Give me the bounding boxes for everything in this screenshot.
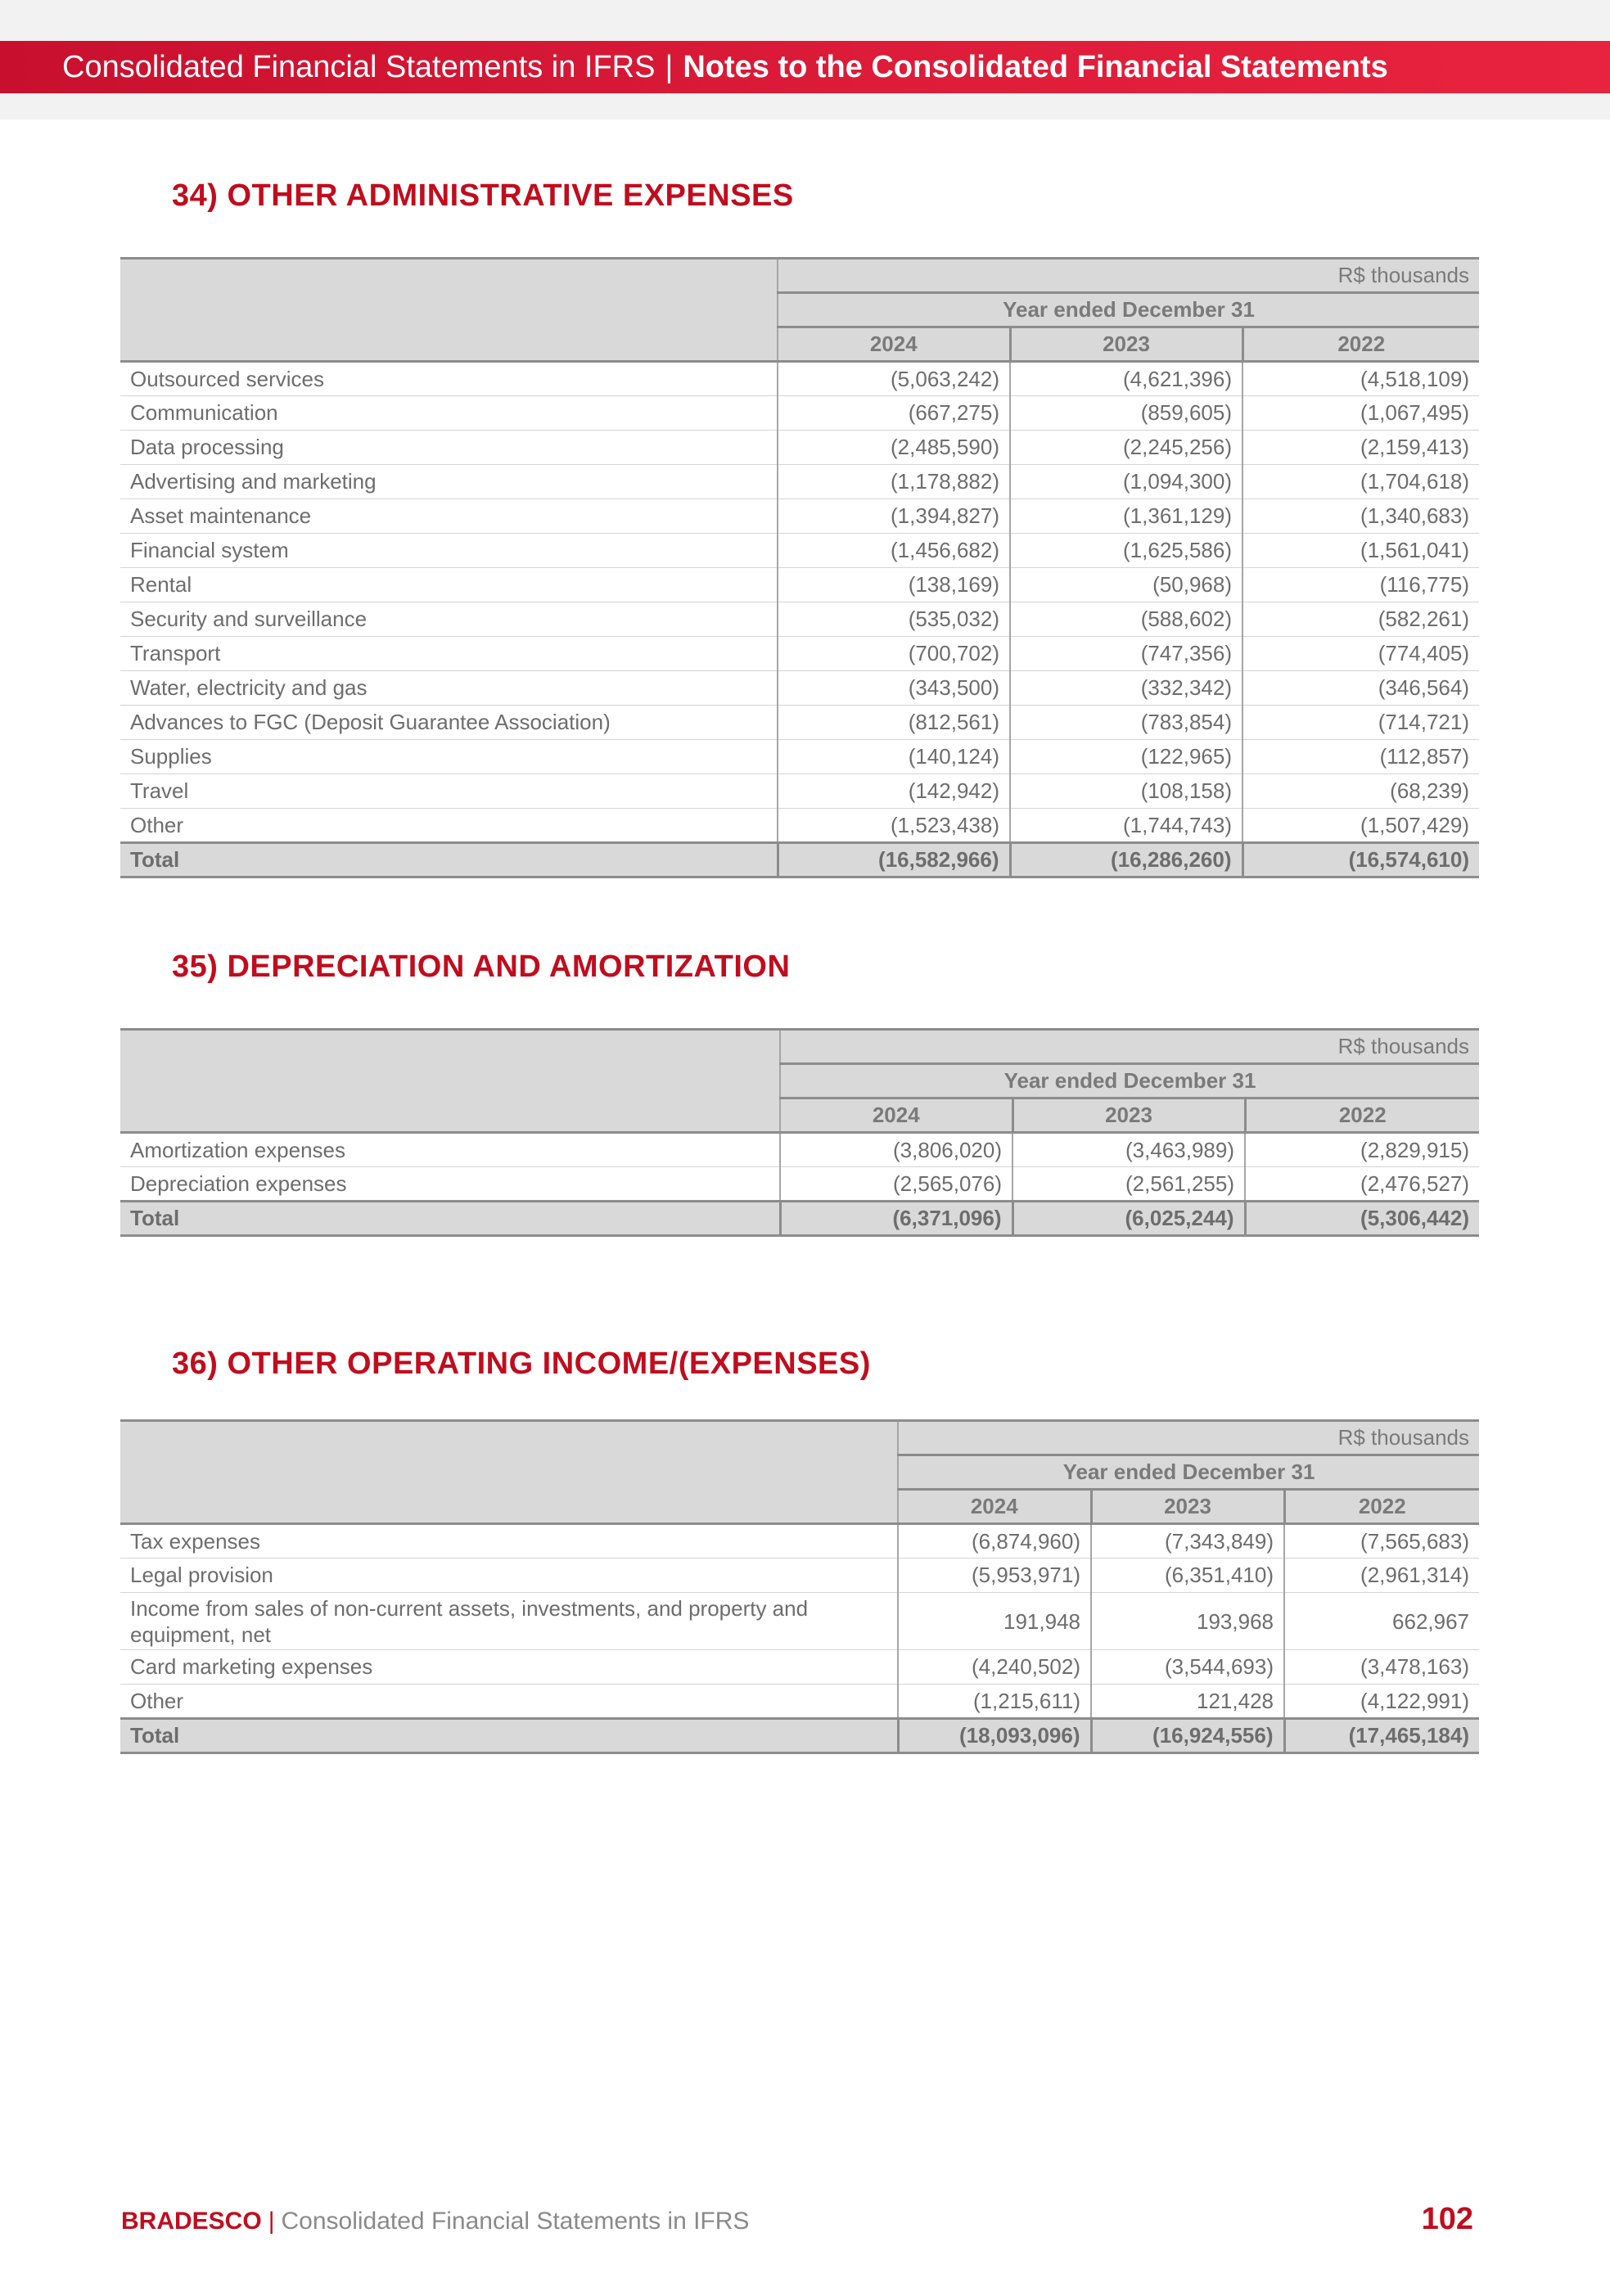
row-value: (1,394,827) bbox=[778, 499, 1010, 534]
row-value: (140,124) bbox=[778, 740, 1010, 774]
table-row bbox=[120, 1524, 1479, 1558]
table-row bbox=[120, 602, 1479, 637]
footer-brand: BRADESCO bbox=[121, 2208, 262, 2235]
total-label: Total bbox=[120, 1719, 898, 1753]
total-label: Total bbox=[120, 1202, 780, 1236]
row-value: (2,159,413) bbox=[1242, 431, 1479, 465]
row-value: (774,405) bbox=[1242, 637, 1479, 671]
other-operating-income-table bbox=[120, 1419, 1479, 1754]
row-value: (343,500) bbox=[778, 671, 1010, 706]
header-row bbox=[120, 259, 1479, 293]
row-value: 191,948 bbox=[898, 1593, 1091, 1650]
section-title-34: 34) OTHER ADMINISTRATIVE EXPENSES bbox=[172, 178, 794, 213]
row-label: Card marketing expenses bbox=[120, 1650, 898, 1685]
row-value: (535,032) bbox=[778, 602, 1010, 637]
row-label: Outsourced services bbox=[120, 362, 778, 396]
footer-text: Consolidated Financial Statements in IFRS bbox=[281, 2208, 750, 2235]
row-label: Asset maintenance bbox=[120, 499, 778, 534]
row-label: Other bbox=[120, 1685, 898, 1719]
row-value: 193,968 bbox=[1091, 1593, 1284, 1650]
row-label: Legal provision bbox=[120, 1558, 898, 1593]
row-value: (714,721) bbox=[1242, 706, 1479, 740]
year-header: 2023 bbox=[1012, 1098, 1245, 1133]
row-label: Advances to FGC (Deposit Guarantee Association) bbox=[120, 706, 778, 740]
period-label: Year ended December 31 bbox=[780, 1064, 1479, 1098]
total-value: (16,924,556) bbox=[1091, 1719, 1284, 1753]
row-value: (6,351,410) bbox=[1091, 1558, 1284, 1593]
total-row bbox=[120, 1202, 1479, 1236]
row-label: Tax expenses bbox=[120, 1524, 898, 1558]
row-label: Data processing bbox=[120, 431, 778, 465]
total-value: (18,093,096) bbox=[898, 1719, 1091, 1753]
row-value: (2,476,527) bbox=[1245, 1167, 1479, 1202]
row-value: (859,605) bbox=[1010, 396, 1242, 431]
row-value: (4,240,502) bbox=[898, 1650, 1091, 1685]
total-row bbox=[120, 843, 1479, 877]
row-value: (50,968) bbox=[1010, 568, 1242, 602]
header-title: Consolidated Financial Statements in IFRS bbox=[62, 49, 656, 84]
header-blank-cell bbox=[120, 1421, 898, 1524]
header-separator: | bbox=[665, 49, 674, 84]
row-value: (3,544,693) bbox=[1091, 1650, 1284, 1685]
row-value: (3,463,989) bbox=[1012, 1133, 1245, 1167]
row-value: (1,523,438) bbox=[778, 809, 1010, 843]
row-value: (2,485,590) bbox=[778, 431, 1010, 465]
year-header: 2023 bbox=[1091, 1490, 1284, 1524]
year-header: 2024 bbox=[780, 1098, 1012, 1133]
row-value: (2,245,256) bbox=[1010, 431, 1242, 465]
row-value: (783,854) bbox=[1010, 706, 1242, 740]
period-label: Year ended December 31 bbox=[898, 1455, 1479, 1490]
header-row bbox=[120, 1421, 1479, 1455]
row-value: (1,340,683) bbox=[1242, 499, 1479, 534]
year-header: 2022 bbox=[1245, 1098, 1479, 1133]
row-value: (667,275) bbox=[778, 396, 1010, 431]
row-label: Advertising and marketing bbox=[120, 465, 778, 499]
row-value: (1,094,300) bbox=[1010, 465, 1242, 499]
section-title-35: 35) DEPRECIATION AND AMORTIZATION bbox=[172, 950, 791, 984]
table-row bbox=[120, 1167, 1479, 1202]
year-header: 2024 bbox=[778, 327, 1010, 362]
row-value: (116,775) bbox=[1242, 568, 1479, 602]
row-value: (2,565,076) bbox=[780, 1167, 1012, 1202]
table-row bbox=[120, 534, 1479, 568]
row-label: Financial system bbox=[120, 534, 778, 568]
row-value: (7,565,683) bbox=[1284, 1524, 1479, 1558]
row-value: (1,561,041) bbox=[1242, 534, 1479, 568]
year-header: 2022 bbox=[1284, 1490, 1479, 1524]
total-value: (16,582,966) bbox=[778, 843, 1010, 877]
total-value: (6,025,244) bbox=[1012, 1202, 1245, 1236]
row-value: (4,122,991) bbox=[1284, 1685, 1479, 1719]
row-value: (1,704,618) bbox=[1242, 465, 1479, 499]
row-label: Travel bbox=[120, 774, 778, 809]
table-row bbox=[120, 637, 1479, 671]
row-value: (3,806,020) bbox=[780, 1133, 1012, 1167]
row-value: 662,967 bbox=[1284, 1593, 1479, 1650]
total-label: Total bbox=[120, 843, 778, 877]
row-label: Rental bbox=[120, 568, 778, 602]
row-value: (582,261) bbox=[1242, 602, 1479, 637]
row-label: Amortization expenses bbox=[120, 1133, 780, 1167]
year-header: 2022 bbox=[1242, 327, 1479, 362]
row-value: (122,965) bbox=[1010, 740, 1242, 774]
row-label: Depreciation expenses bbox=[120, 1167, 780, 1202]
row-value: (1,215,611) bbox=[898, 1685, 1091, 1719]
header-under-strip bbox=[0, 93, 1610, 120]
units-label: R$ thousands bbox=[780, 1030, 1479, 1064]
row-value: (588,602) bbox=[1010, 602, 1242, 637]
table-row bbox=[120, 706, 1479, 740]
table-row bbox=[120, 1133, 1479, 1167]
period-label: Year ended December 31 bbox=[778, 293, 1479, 327]
row-value: (2,829,915) bbox=[1245, 1133, 1479, 1167]
table-row bbox=[120, 1593, 1479, 1650]
row-value: (4,518,109) bbox=[1242, 362, 1479, 396]
page-number: 102 bbox=[1421, 2202, 1473, 2236]
row-value: (2,561,255) bbox=[1012, 1167, 1245, 1202]
row-value: (1,744,743) bbox=[1010, 809, 1242, 843]
header-blank-cell bbox=[120, 1030, 780, 1133]
row-value: (1,625,586) bbox=[1010, 534, 1242, 568]
table-row bbox=[120, 431, 1479, 465]
row-label: Income from sales of non-current assets, investments, and property and equipment, net bbox=[120, 1593, 898, 1650]
row-value: (332,342) bbox=[1010, 671, 1242, 706]
units-label: R$ thousands bbox=[898, 1421, 1479, 1455]
row-value: (1,178,882) bbox=[778, 465, 1010, 499]
row-value: (4,621,396) bbox=[1010, 362, 1242, 396]
table-row bbox=[120, 809, 1479, 843]
administrative-expenses-table bbox=[120, 257, 1479, 878]
table-row bbox=[120, 774, 1479, 809]
row-value: (142,942) bbox=[778, 774, 1010, 809]
table-row bbox=[120, 740, 1479, 774]
page-header bbox=[0, 41, 1610, 93]
row-value: (3,478,163) bbox=[1284, 1650, 1479, 1685]
total-value: (6,371,096) bbox=[780, 1202, 1012, 1236]
table-row bbox=[120, 362, 1479, 396]
row-value: (112,857) bbox=[1242, 740, 1479, 774]
row-value: (108,158) bbox=[1010, 774, 1242, 809]
row-value: (747,356) bbox=[1010, 637, 1242, 671]
row-value: (1,507,429) bbox=[1242, 809, 1479, 843]
year-header: 2023 bbox=[1010, 327, 1242, 362]
header-blank-cell bbox=[120, 259, 778, 362]
top-strip bbox=[0, 0, 1610, 41]
row-label: Communication bbox=[120, 396, 778, 431]
row-value: (700,702) bbox=[778, 637, 1010, 671]
total-value: (16,286,260) bbox=[1010, 843, 1242, 877]
table-row bbox=[120, 1650, 1479, 1685]
row-value: (5,063,242) bbox=[778, 362, 1010, 396]
row-value: (68,239) bbox=[1242, 774, 1479, 809]
row-value: (1,456,682) bbox=[778, 534, 1010, 568]
row-value: (1,361,129) bbox=[1010, 499, 1242, 534]
row-label: Security and surveillance bbox=[120, 602, 778, 637]
footer bbox=[121, 2208, 749, 2235]
row-value: (7,343,849) bbox=[1091, 1524, 1284, 1558]
row-value: (6,874,960) bbox=[898, 1524, 1091, 1558]
depreciation-amortization-table bbox=[120, 1028, 1479, 1237]
table-row bbox=[120, 1558, 1479, 1593]
row-label: Water, electricity and gas bbox=[120, 671, 778, 706]
total-row bbox=[120, 1719, 1479, 1753]
row-value: (2,961,314) bbox=[1284, 1558, 1479, 1593]
table-row bbox=[120, 671, 1479, 706]
header-row bbox=[120, 1030, 1479, 1064]
row-label: Other bbox=[120, 809, 778, 843]
row-value: (138,169) bbox=[778, 568, 1010, 602]
total-value: (17,465,184) bbox=[1284, 1719, 1479, 1753]
footer-separator: | bbox=[268, 2208, 275, 2235]
table-row bbox=[120, 396, 1479, 431]
row-value: (346,564) bbox=[1242, 671, 1479, 706]
row-value: (1,067,495) bbox=[1242, 396, 1479, 431]
table-row bbox=[120, 465, 1479, 499]
table-row bbox=[120, 1685, 1479, 1719]
table-row bbox=[120, 568, 1479, 602]
row-label: Supplies bbox=[120, 740, 778, 774]
year-header: 2024 bbox=[898, 1490, 1091, 1524]
total-value: (5,306,442) bbox=[1245, 1202, 1479, 1236]
row-value: (812,561) bbox=[778, 706, 1010, 740]
row-label: Transport bbox=[120, 637, 778, 671]
row-value: (5,953,971) bbox=[898, 1558, 1091, 1593]
units-label: R$ thousands bbox=[778, 259, 1479, 293]
section-title-36: 36) OTHER OPERATING INCOME/(EXPENSES) bbox=[172, 1346, 871, 1381]
total-value: (16,574,610) bbox=[1242, 843, 1479, 877]
row-value: 121,428 bbox=[1091, 1685, 1284, 1719]
header-subtitle: Notes to the Consolidated Financial Statements bbox=[683, 49, 1388, 84]
table-row bbox=[120, 499, 1479, 534]
